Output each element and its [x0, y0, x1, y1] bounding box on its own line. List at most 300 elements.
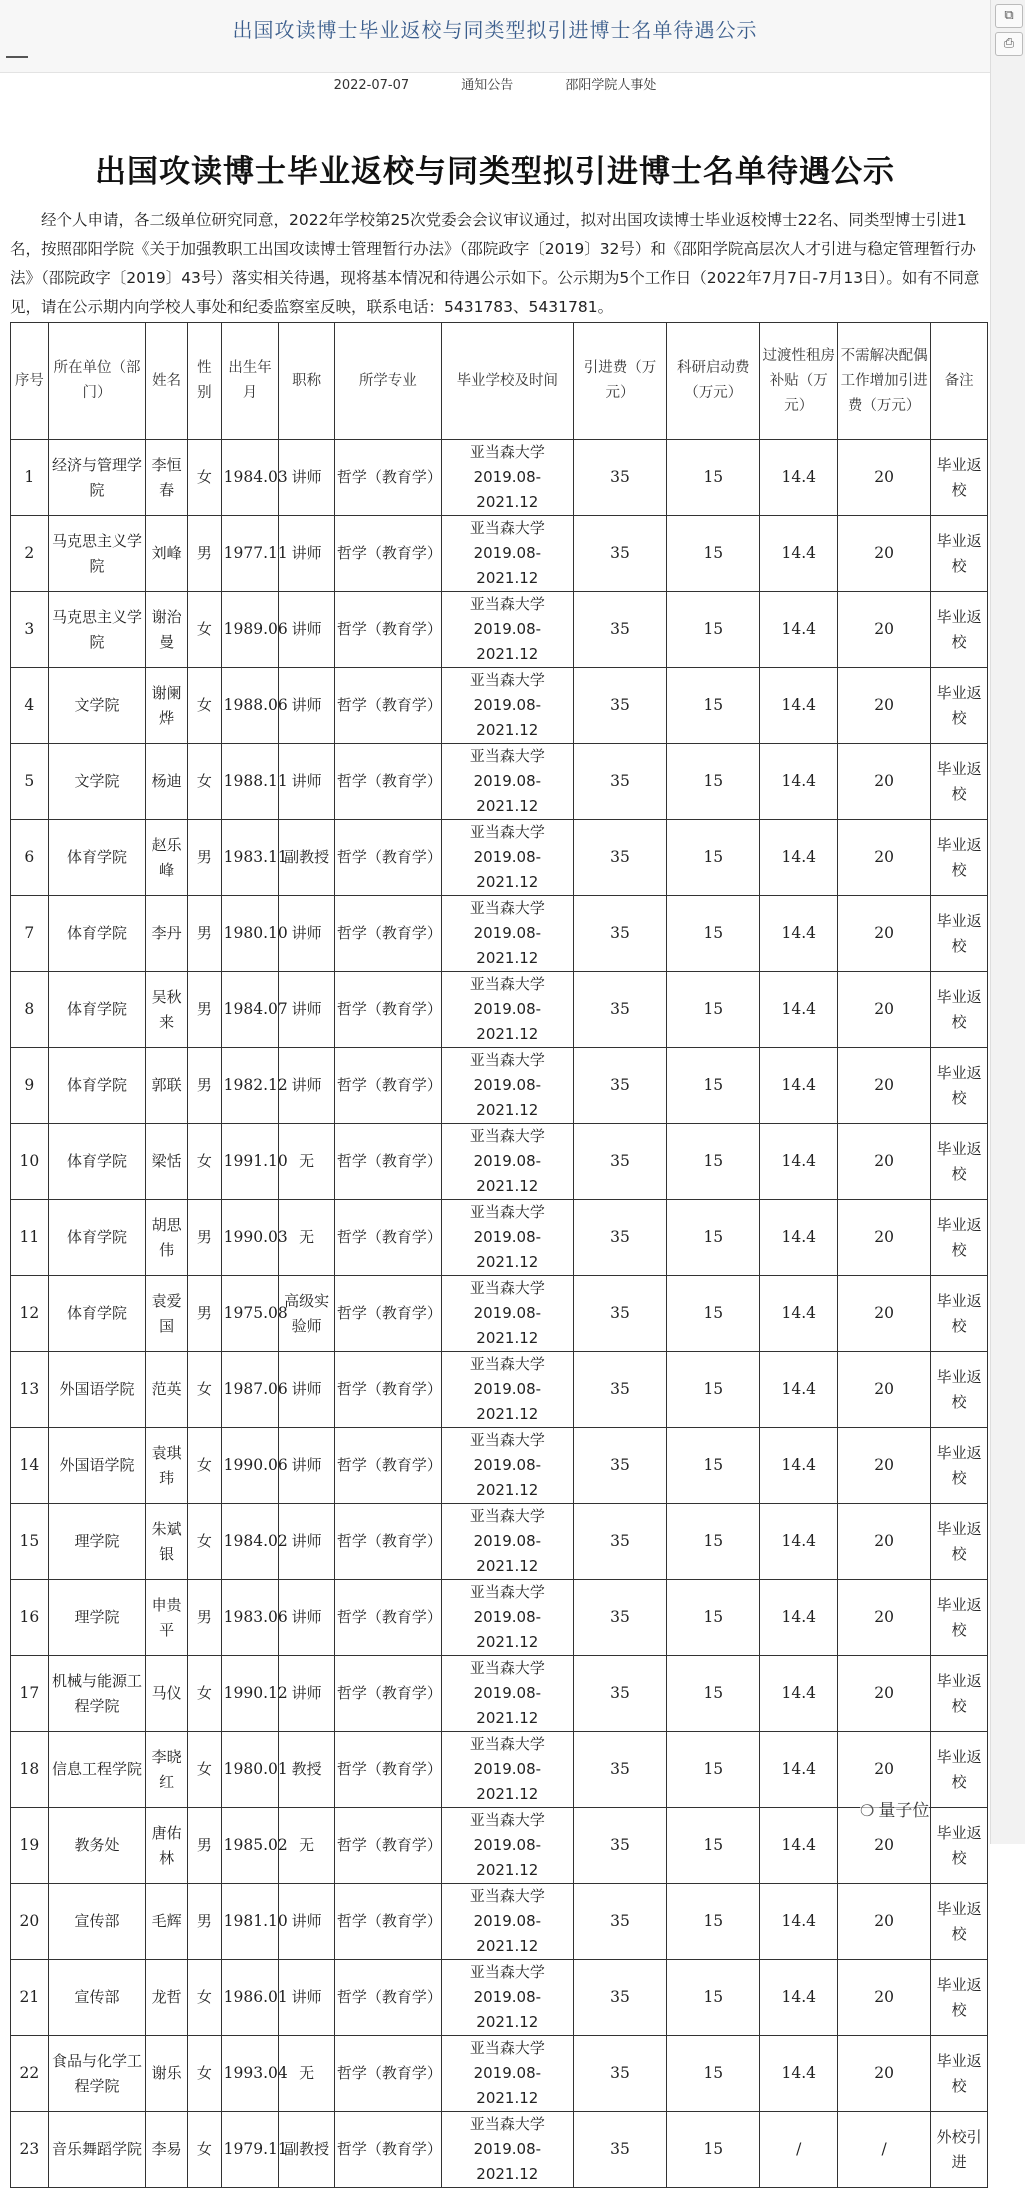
- table-cell: 毛辉: [146, 1884, 188, 1960]
- table-cell: 体育学院: [48, 896, 145, 972]
- source-label: 邵阳学院人事处: [565, 78, 657, 93]
- table-cell: 15: [667, 1048, 760, 1124]
- table-cell: 谢乐: [146, 2036, 188, 2112]
- table-row: [11, 1884, 988, 1960]
- table-cell: 申贵平: [146, 1580, 188, 1656]
- table-cell: 毕业返校: [931, 820, 988, 896]
- table-cell: 毕业返校: [931, 1428, 988, 1504]
- table-cell: 毕业返校: [931, 1580, 988, 1656]
- table-cell: 外校引进: [931, 2112, 988, 2188]
- wechat-bubble-icon: ❍: [860, 1801, 875, 1820]
- article-intro: 经个人申请，各二级单位研究同意，2022年学校第25次党委会会议审议通过，拟对出国攻读博士毕业返校博士22名、同类型博士引进1名，按照邵阳学院《关于加强教职工出国攻读博士管理暂行办法》（邵院政字〔2019〕32号）和《邵阳学院高层次人才引进与稳定管理暂行办法》（邵院政字〔2019〕43号）落实相关待遇，现将基本情况和待遇公示如下。公示期为5个工作日（2022年7月7日-7月13日）。如有不同意见，请在公示期内向学校人事处和纪委监察室反映，联系电话：5431783、5431781。: [10, 211, 980, 316]
- table-cell: 哲学（教育学）: [334, 896, 441, 972]
- table-cell: 23: [11, 2112, 49, 2188]
- table-cell: 5: [11, 744, 49, 820]
- table-cell: 理学院: [48, 1580, 145, 1656]
- table-cell: 讲师: [279, 972, 335, 1048]
- table-cell: 20: [838, 1124, 931, 1200]
- table-cell: 14.4: [760, 516, 838, 592]
- table-cell: 亚当森大学 2019.08-2021.12: [441, 744, 573, 820]
- table-cell: 15: [667, 744, 760, 820]
- table-row: [11, 1656, 988, 1732]
- table-cell: 7: [11, 896, 49, 972]
- table-cell: 15: [667, 2112, 760, 2188]
- table-row: [11, 1580, 988, 1656]
- table-row: [11, 440, 988, 516]
- table-cell: 15: [667, 1732, 760, 1808]
- column-header: 引进费（万元）: [573, 323, 666, 440]
- table-cell: 亚当森大学 2019.08-2021.12: [441, 1580, 573, 1656]
- table-cell: 杨迪: [146, 744, 188, 820]
- table-cell: 35: [573, 1504, 666, 1580]
- table-cell: 谢阑烨: [146, 668, 188, 744]
- table-cell: 哲学（教育学）: [334, 820, 441, 896]
- column-header: 毕业学校及时间: [441, 323, 573, 440]
- table-cell: 20: [838, 516, 931, 592]
- table-cell: 无: [279, 1808, 335, 1884]
- minimize-dash-icon[interactable]: [6, 56, 28, 58]
- table-cell: 毕业返校: [931, 1960, 988, 2036]
- table-cell: 35: [573, 1656, 666, 1732]
- table-cell: 亚当森大学 2019.08-2021.12: [441, 1352, 573, 1428]
- table-cell: 14: [11, 1428, 49, 1504]
- table-cell: 20: [838, 744, 931, 820]
- table-cell: 20: [838, 1428, 931, 1504]
- table-row: [11, 592, 988, 668]
- table-cell: 10: [11, 1124, 49, 1200]
- table-cell: 无: [279, 2036, 335, 2112]
- table-cell: 16: [11, 1580, 49, 1656]
- table-cell: 17: [11, 1656, 49, 1732]
- table-cell: 14.4: [760, 1504, 838, 1580]
- table-cell: 亚当森大学 2019.08-2021.12: [441, 1276, 573, 1352]
- table-row: [11, 1504, 988, 1580]
- table-cell: 马仪: [146, 1656, 188, 1732]
- category-label[interactable]: 通知公告: [461, 78, 514, 93]
- table-cell: 毕业返校: [931, 1732, 988, 1808]
- table-cell: 外国语学院: [48, 1428, 145, 1504]
- table-cell: 1988.06: [221, 668, 279, 744]
- table-cell: 讲师: [279, 668, 335, 744]
- table-cell: 体育学院: [48, 972, 145, 1048]
- column-header: 所学专业: [334, 323, 441, 440]
- table-cell: 亚当森大学 2019.08-2021.12: [441, 516, 573, 592]
- article-title: 出国攻读博士毕业返校与同类型拟引进博士名单待遇公示: [95, 154, 895, 190]
- table-cell: 女: [188, 1960, 222, 2036]
- table-cell: 毕业返校: [931, 1808, 988, 1884]
- table-cell: 14.4: [760, 896, 838, 972]
- table-cell: 2: [11, 516, 49, 592]
- table-cell: 20: [838, 1808, 931, 1884]
- column-header: 职称: [279, 323, 335, 440]
- table-cell: 男: [188, 1808, 222, 1884]
- column-header: 序号: [11, 323, 49, 440]
- table-cell: 女: [188, 744, 222, 820]
- table-row: [11, 1048, 988, 1124]
- table-cell: 14.4: [760, 972, 838, 1048]
- table-cell: 无: [279, 1124, 335, 1200]
- table-cell: 20: [838, 1200, 931, 1276]
- roster-table: [10, 322, 988, 2188]
- table-row: [11, 1352, 988, 1428]
- table-cell: 亚当森大学 2019.08-2021.12: [441, 668, 573, 744]
- table-cell: 讲师: [279, 1352, 335, 1428]
- table-cell: 20: [838, 1352, 931, 1428]
- table-cell: 副教授: [279, 2112, 335, 2188]
- table-cell: 男: [188, 896, 222, 972]
- table-cell: 女: [188, 1656, 222, 1732]
- table-cell: 35: [573, 2036, 666, 2112]
- table-cell: 男: [188, 1200, 222, 1276]
- table-cell: 讲师: [279, 1504, 335, 1580]
- table-row: [11, 516, 988, 592]
- table-cell: 亚当森大学 2019.08-2021.12: [441, 1048, 573, 1124]
- table-cell: 35: [573, 1276, 666, 1352]
- table-cell: 14.4: [760, 820, 838, 896]
- table-cell: 女: [188, 440, 222, 516]
- table-cell: 亚当森大学 2019.08-2021.12: [441, 896, 573, 972]
- table-cell: 20: [838, 440, 931, 516]
- table-cell: 12: [11, 1276, 49, 1352]
- table-cell: 李晓红: [146, 1732, 188, 1808]
- column-header: 科研启动费（万元）: [667, 323, 760, 440]
- table-cell: 哲学（教育学）: [334, 1732, 441, 1808]
- table-cell: 刘峰: [146, 516, 188, 592]
- table-cell: 男: [188, 516, 222, 592]
- table-cell: 哲学（教育学）: [334, 440, 441, 516]
- table-cell: 15: [667, 1656, 760, 1732]
- table-cell: 13: [11, 1352, 49, 1428]
- table-cell: 讲师: [279, 516, 335, 592]
- publish-date: 2022-07-07: [333, 78, 410, 93]
- table-cell: 35: [573, 820, 666, 896]
- table-cell: 毕业返校: [931, 516, 988, 592]
- table-cell: 毕业返校: [931, 744, 988, 820]
- table-cell: 1993.04: [221, 2036, 279, 2112]
- table-cell: 1979.11: [221, 2112, 279, 2188]
- table-cell: 19: [11, 1808, 49, 1884]
- table-cell: 毕业返校: [931, 1656, 988, 1732]
- table-cell: 20: [838, 668, 931, 744]
- table-cell: 15: [667, 1352, 760, 1428]
- table-cell: 理学院: [48, 1504, 145, 1580]
- table-cell: 35: [573, 440, 666, 516]
- table-cell: 亚当森大学 2019.08-2021.12: [441, 1732, 573, 1808]
- table-cell: 副教授: [279, 820, 335, 896]
- table-cell: 14.4: [760, 1884, 838, 1960]
- table-cell: 亚当森大学 2019.08-2021.12: [441, 440, 573, 516]
- table-cell: 男: [188, 972, 222, 1048]
- table-cell: 14.4: [760, 440, 838, 516]
- table-cell: 18: [11, 1732, 49, 1808]
- table-cell: 经济与管理学院: [48, 440, 145, 516]
- table-cell: 1986.01: [221, 1960, 279, 2036]
- table-cell: 哲学（教育学）: [334, 1884, 441, 1960]
- table-cell: 哲学（教育学）: [334, 1504, 441, 1580]
- table-cell: 15: [667, 668, 760, 744]
- table-cell: 4: [11, 668, 49, 744]
- table-cell: 哲学（教育学）: [334, 744, 441, 820]
- table-cell: 14.4: [760, 1200, 838, 1276]
- table-cell: 体育学院: [48, 820, 145, 896]
- table-cell: 1984.03: [221, 440, 279, 516]
- table-cell: 女: [188, 1124, 222, 1200]
- table-cell: 14.4: [760, 1656, 838, 1732]
- table-cell: 35: [573, 972, 666, 1048]
- table-cell: 梁恬: [146, 1124, 188, 1200]
- table-cell: 体育学院: [48, 1124, 145, 1200]
- table-cell: 文学院: [48, 668, 145, 744]
- table-cell: 20: [838, 1960, 931, 2036]
- table-cell: 毕业返校: [931, 896, 988, 972]
- table-cell: 35: [573, 1732, 666, 1808]
- table-cell: 讲师: [279, 1580, 335, 1656]
- table-cell: 讲师: [279, 592, 335, 668]
- table-cell: 15: [667, 1960, 760, 2036]
- table-row: [11, 1428, 988, 1504]
- table-cell: 无: [279, 1200, 335, 1276]
- table-cell: 14.4: [760, 1124, 838, 1200]
- table-cell: 亚当森大学 2019.08-2021.12: [441, 1960, 573, 2036]
- table-cell: 马克思主义学院: [48, 516, 145, 592]
- table-cell: 1988.11: [221, 744, 279, 820]
- table-cell: 唐佑林: [146, 1808, 188, 1884]
- table-cell: 20: [838, 820, 931, 896]
- table-cell: 15: [667, 1504, 760, 1580]
- table-cell: 14.4: [760, 1352, 838, 1428]
- table-cell: 信息工程学院: [48, 1732, 145, 1808]
- table-cell: 音乐舞蹈学院: [48, 2112, 145, 2188]
- column-header: 备注: [931, 323, 988, 440]
- table-cell: 毕业返校: [931, 440, 988, 516]
- watermark-text: 量子位: [878, 1801, 930, 1821]
- table-cell: 1975.08: [221, 1276, 279, 1352]
- table-cell: 毕业返校: [931, 1124, 988, 1200]
- column-header: 所在单位（部门）: [48, 323, 145, 440]
- table-cell: 哲学（教育学）: [334, 1200, 441, 1276]
- table-cell: 14.4: [760, 668, 838, 744]
- column-header: 出生年月: [221, 323, 279, 440]
- table-cell: 20: [838, 1884, 931, 1960]
- table-cell: 男: [188, 1276, 222, 1352]
- table-cell: 哲学（教育学）: [334, 1808, 441, 1884]
- table-cell: 讲师: [279, 440, 335, 516]
- table-cell: 袁爱国: [146, 1276, 188, 1352]
- table-cell: 21: [11, 1960, 49, 2036]
- table-cell: 胡思伟: [146, 1200, 188, 1276]
- table-cell: 20: [838, 1504, 931, 1580]
- table-cell: 20: [11, 1884, 49, 1960]
- table-cell: 35: [573, 896, 666, 972]
- table-cell: 20: [838, 1580, 931, 1656]
- table-cell: 亚当森大学 2019.08-2021.12: [441, 972, 573, 1048]
- table-cell: 35: [573, 1884, 666, 1960]
- column-header: 性别: [188, 323, 222, 440]
- table-cell: 郭联: [146, 1048, 188, 1124]
- table-cell: 14.4: [760, 592, 838, 668]
- print-icon[interactable]: ⎙: [995, 32, 1023, 56]
- table-cell: 亚当森大学 2019.08-2021.12: [441, 2036, 573, 2112]
- table-cell: 20: [838, 972, 931, 1048]
- table-cell: 1990.03: [221, 1200, 279, 1276]
- copy-icon[interactable]: ⧉: [995, 4, 1023, 28]
- table-cell: 赵乐峰: [146, 820, 188, 896]
- watermark: [860, 1796, 929, 1821]
- table-cell: 14.4: [760, 1732, 838, 1808]
- table-cell: 亚当森大学 2019.08-2021.12: [441, 1656, 573, 1732]
- table-row: [11, 896, 988, 972]
- table-cell: 15: [667, 1124, 760, 1200]
- table-row: [11, 1276, 988, 1352]
- table-cell: 女: [188, 592, 222, 668]
- table-cell: 15: [667, 972, 760, 1048]
- table-cell: 食品与化学工程学院: [48, 2036, 145, 2112]
- table-cell: 20: [838, 896, 931, 972]
- table-cell: 哲学（教育学）: [334, 1580, 441, 1656]
- table-cell: 35: [573, 1960, 666, 2036]
- table-cell: 龙哲: [146, 1960, 188, 2036]
- table-cell: 35: [573, 1808, 666, 1884]
- table-cell: 教授: [279, 1732, 335, 1808]
- table-cell: 讲师: [279, 1960, 335, 2036]
- table-row: [11, 1808, 988, 1884]
- table-cell: 9: [11, 1048, 49, 1124]
- table-cell: 哲学（教育学）: [334, 1352, 441, 1428]
- table-cell: 男: [188, 820, 222, 896]
- table-cell: 亚当森大学 2019.08-2021.12: [441, 592, 573, 668]
- table-cell: 15: [667, 1580, 760, 1656]
- table-cell: 35: [573, 1124, 666, 1200]
- table-cell: 1980.01: [221, 1732, 279, 1808]
- column-header: 不需解决配偶工作增加引进费（万元）: [838, 323, 931, 440]
- table-cell: 哲学（教育学）: [334, 668, 441, 744]
- table-cell: 22: [11, 2036, 49, 2112]
- table-cell: 体育学院: [48, 1276, 145, 1352]
- table-cell: 男: [188, 1580, 222, 1656]
- table-cell: 亚当森大学 2019.08-2021.12: [441, 1200, 573, 1276]
- table-cell: 李易: [146, 2112, 188, 2188]
- table-cell: 20: [838, 592, 931, 668]
- browser-title-bar: [0, 0, 990, 73]
- table-cell: 15: [667, 1884, 760, 1960]
- table-cell: 亚当森大学 2019.08-2021.12: [441, 1504, 573, 1580]
- table-cell: 毕业返校: [931, 1352, 988, 1428]
- table-cell: 女: [188, 2036, 222, 2112]
- table-cell: 谢治曼: [146, 592, 188, 668]
- table-cell: 35: [573, 1352, 666, 1428]
- table-row: [11, 1960, 988, 2036]
- table-cell: 14.4: [760, 1428, 838, 1504]
- table-cell: 35: [573, 1580, 666, 1656]
- table-cell: 哲学（教育学）: [334, 972, 441, 1048]
- table-row: [11, 972, 988, 1048]
- table-cell: 哲学（教育学）: [334, 516, 441, 592]
- table-cell: 亚当森大学 2019.08-2021.12: [441, 1808, 573, 1884]
- table-cell: 1: [11, 440, 49, 516]
- column-header: 过渡性租房补贴（万元）: [760, 323, 838, 440]
- table-cell: 1991.10: [221, 1124, 279, 1200]
- table-cell: 20: [838, 1276, 931, 1352]
- table-cell: 讲师: [279, 1428, 335, 1504]
- table-cell: /: [760, 2112, 838, 2188]
- table-cell: 哲学（教育学）: [334, 1276, 441, 1352]
- table-cell: 35: [573, 516, 666, 592]
- table-cell: 宣传部: [48, 1960, 145, 2036]
- table-cell: 20: [838, 2036, 931, 2112]
- table-cell: 宣传部: [48, 1884, 145, 1960]
- table-cell: 毕业返校: [931, 1504, 988, 1580]
- table-cell: 15: [667, 1276, 760, 1352]
- table-cell: 女: [188, 1352, 222, 1428]
- table-cell: 15: [667, 1428, 760, 1504]
- right-rail: [990, 0, 1025, 1844]
- table-cell: 高级实验师: [279, 1276, 335, 1352]
- table-cell: 35: [573, 1428, 666, 1504]
- table-cell: 11: [11, 1200, 49, 1276]
- table-cell: 1981.10: [221, 1884, 279, 1960]
- table-cell: 14.4: [760, 1580, 838, 1656]
- table-cell: 15: [667, 1808, 760, 1884]
- header-title: 出国攻读博士毕业返校与同类型拟引进博士名单待遇公示: [232, 18, 758, 42]
- table-cell: 35: [573, 744, 666, 820]
- table-cell: 吴秋来: [146, 972, 188, 1048]
- table-cell: 机械与能源工程学院: [48, 1656, 145, 1732]
- table-cell: 体育学院: [48, 1048, 145, 1124]
- table-cell: 亚当森大学 2019.08-2021.12: [441, 1884, 573, 1960]
- table-cell: 35: [573, 1200, 666, 1276]
- table-cell: 15: [667, 592, 760, 668]
- table-cell: 35: [573, 668, 666, 744]
- table-cell: 14.4: [760, 1808, 838, 1884]
- table-cell: 范英: [146, 1352, 188, 1428]
- table-cell: /: [838, 2112, 931, 2188]
- column-header: 姓名: [146, 323, 188, 440]
- table-cell: 马克思主义学院: [48, 592, 145, 668]
- table-cell: 袁琪玮: [146, 1428, 188, 1504]
- table-cell: 15: [667, 820, 760, 896]
- table-cell: 8: [11, 972, 49, 1048]
- table-cell: 1985.02: [221, 1808, 279, 1884]
- article-meta: [0, 74, 990, 93]
- table-cell: 哲学（教育学）: [334, 2112, 441, 2188]
- table-cell: 15: [667, 440, 760, 516]
- table-cell: 体育学院: [48, 1200, 145, 1276]
- table-row: [11, 2036, 988, 2112]
- table-cell: 毕业返校: [931, 668, 988, 744]
- table-cell: 20: [838, 1732, 931, 1808]
- table-cell: 毕业返校: [931, 1048, 988, 1124]
- table-cell: 毕业返校: [931, 2036, 988, 2112]
- table-cell: 女: [188, 2112, 222, 2188]
- table-cell: 1990.06: [221, 1428, 279, 1504]
- table-cell: 毕业返校: [931, 1276, 988, 1352]
- table-row: [11, 1732, 988, 1808]
- table-cell: 哲学（教育学）: [334, 592, 441, 668]
- table-cell: 讲师: [279, 744, 335, 820]
- table-cell: 1987.06: [221, 1352, 279, 1428]
- table-cell: 1983.11: [221, 820, 279, 896]
- table-cell: 1984.02: [221, 1504, 279, 1580]
- table-cell: 女: [188, 1732, 222, 1808]
- table-cell: 亚当森大学 2019.08-2021.12: [441, 2112, 573, 2188]
- table-row: [11, 1200, 988, 1276]
- table-cell: 1977.11: [221, 516, 279, 592]
- table-cell: 哲学（教育学）: [334, 2036, 441, 2112]
- table-row: [11, 744, 988, 820]
- table-cell: 1984.07: [221, 972, 279, 1048]
- table-cell: 毕业返校: [931, 972, 988, 1048]
- table-cell: 讲师: [279, 1048, 335, 1124]
